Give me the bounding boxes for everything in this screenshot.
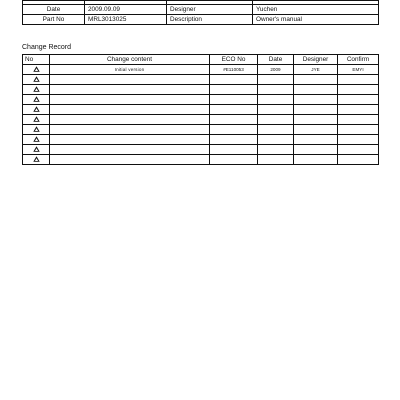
designer-cell xyxy=(294,135,338,145)
warning-triangle-icon xyxy=(33,126,40,132)
change-content-cell xyxy=(50,115,210,125)
info-row-part xyxy=(23,15,379,25)
header-designer: Designer xyxy=(294,55,338,65)
table-row xyxy=(23,135,379,145)
row-marker-cell xyxy=(23,125,50,135)
eco-no-cell xyxy=(210,135,258,145)
confirm-cell xyxy=(338,75,379,85)
table-row xyxy=(23,105,379,115)
warning-triangle-icon xyxy=(33,156,40,162)
confirm-cell xyxy=(338,135,379,145)
warning-triangle-icon xyxy=(33,106,40,112)
header-no: No xyxy=(23,55,50,65)
eco-no-cell xyxy=(210,125,258,135)
header-date: Date xyxy=(258,55,294,65)
designer-cell xyxy=(294,155,338,165)
change-record-title: Change Record xyxy=(22,44,72,51)
table-row xyxy=(23,145,379,155)
date-cell xyxy=(258,135,294,145)
warning-triangle-icon xyxy=(33,146,40,152)
warning-triangle-icon xyxy=(33,96,40,102)
date-cell xyxy=(258,155,294,165)
change-content-cell xyxy=(50,95,210,105)
date-cell xyxy=(258,125,294,135)
designer-value: Yuchen xyxy=(253,5,379,15)
row-marker-cell xyxy=(23,145,50,155)
eco-no-cell xyxy=(210,105,258,115)
description-label: Description xyxy=(167,15,253,25)
eco-no-cell xyxy=(210,115,258,125)
change-content-cell xyxy=(50,75,210,85)
info-row-date xyxy=(23,5,379,15)
row-marker-cell xyxy=(23,75,50,85)
header-eco-no: ECO No xyxy=(210,55,258,65)
date-cell xyxy=(258,105,294,115)
designer-cell: JYE xyxy=(294,65,338,75)
change-record-table xyxy=(22,54,379,165)
warning-triangle-icon xyxy=(33,136,40,142)
row-marker-cell xyxy=(23,155,50,165)
table-row xyxy=(23,75,379,85)
designer-cell xyxy=(294,115,338,125)
change-content-cell: Initial version xyxy=(50,65,210,75)
part-no-value: MRL3013025 xyxy=(85,15,167,25)
confirm-cell xyxy=(338,95,379,105)
date-cell xyxy=(258,115,294,125)
date-cell xyxy=(258,75,294,85)
row-marker-cell xyxy=(23,115,50,125)
row-marker-cell xyxy=(23,95,50,105)
change-content-cell xyxy=(50,135,210,145)
table-row xyxy=(23,65,379,75)
eco-no-cell xyxy=(210,95,258,105)
confirm-cell xyxy=(338,155,379,165)
confirm-cell: EMYI xyxy=(338,65,379,75)
row-marker-cell xyxy=(23,65,50,75)
document-info-table xyxy=(22,0,379,25)
table-row xyxy=(23,125,379,135)
row-marker-cell xyxy=(23,135,50,145)
eco-no-cell: #E110053 xyxy=(210,65,258,75)
date-cell xyxy=(258,95,294,105)
designer-cell xyxy=(294,95,338,105)
change-record-header-row xyxy=(23,55,379,65)
header-confirm: Confirm xyxy=(338,55,379,65)
part-no-label: Part No xyxy=(23,15,85,25)
row-marker-cell xyxy=(23,105,50,115)
eco-no-cell xyxy=(210,75,258,85)
confirm-cell xyxy=(338,125,379,135)
eco-no-cell xyxy=(210,85,258,95)
change-content-cell xyxy=(50,105,210,115)
change-content-cell xyxy=(50,85,210,95)
change-content-cell xyxy=(50,155,210,165)
warning-triangle-icon xyxy=(33,76,40,82)
designer-label: Designer xyxy=(167,5,253,15)
date-cell xyxy=(258,145,294,155)
eco-no-cell xyxy=(210,155,258,165)
confirm-cell xyxy=(338,105,379,115)
confirm-cell xyxy=(338,145,379,155)
confirm-cell xyxy=(338,115,379,125)
description-value: Owner's manual xyxy=(253,15,379,25)
designer-cell xyxy=(294,75,338,85)
table-row xyxy=(23,95,379,105)
warning-triangle-icon xyxy=(33,66,40,72)
date-value: 2009.09.09 xyxy=(85,5,167,15)
row-marker-cell xyxy=(23,85,50,95)
date-cell: 2009 xyxy=(258,65,294,75)
warning-triangle-icon xyxy=(33,86,40,92)
table-row xyxy=(23,115,379,125)
date-cell xyxy=(258,85,294,95)
warning-triangle-icon xyxy=(33,116,40,122)
header-change-content: Change content xyxy=(50,55,210,65)
change-record-body xyxy=(23,65,379,165)
designer-cell xyxy=(294,105,338,115)
date-label: Date xyxy=(23,5,85,15)
table-row xyxy=(23,85,379,95)
designer-cell xyxy=(294,145,338,155)
designer-cell xyxy=(294,85,338,95)
change-content-cell xyxy=(50,145,210,155)
confirm-cell xyxy=(338,85,379,95)
change-content-cell xyxy=(50,125,210,135)
eco-no-cell xyxy=(210,145,258,155)
designer-cell xyxy=(294,125,338,135)
table-row xyxy=(23,155,379,165)
